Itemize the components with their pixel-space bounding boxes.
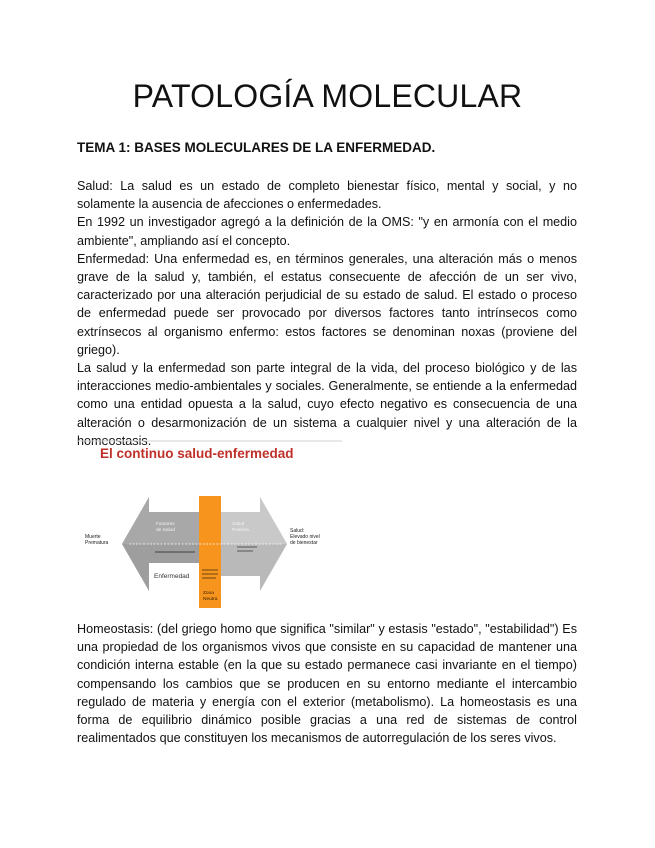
body-text-top	[77, 177, 577, 450]
paragraph-homeostasis: Homeostasis: (del griego homo que significa "similar" y estasis "estado", "estabilidad") Es una propiedad de los organismos vivos que consiste en su capacidad de mantener una condición interna estable (en la que su estado permanece casi invariante en el tiempo) compensando los cambios que se producen en su entorno mediante el intercambio regulado de materia y energía con el exterior (metabolismo). La homeostasis es una forma de equilibrio dinámico posible gracias a una red de sistemas de control realimentados que constituyen los mecanismos de autorregulación de los seres vivos.	[77, 622, 577, 746]
body-text-bottom	[77, 620, 577, 747]
section-heading: TEMA 1: BASES MOLECULARES DE LA ENFERMEDAD.	[77, 140, 436, 155]
paragraph-enfermedad: Enfermedad: Una enfermedad es, en términos generales, una alteración más o menos grave de la salud y, también, el estatus consecuente de afección de un ser vivo, caracterizado por una alteración perjudicial de su estado de salud. El estado o proceso de enfermedad puede ser provocado por diversos factores tanto intrínsecos como extrínsecos al organismo enfermo: estos factores se denominan noxas (proviene del griego).	[77, 251, 577, 357]
paragraph-oms: En 1992 un investigador agregó a la definición de la OMS: "y en armonía con el medio ambiente", ampliando así el concepto.	[77, 215, 577, 248]
arrow-left-text-2: de Salud	[156, 528, 175, 533]
right-outside-label-2: Elevado nivel	[290, 534, 320, 540]
arrow-right-text-1: Salud	[232, 522, 245, 527]
left-outside-label-1: Muerte	[85, 534, 101, 540]
page-title: PATOLOGÍA MOLECULAR	[132, 78, 523, 114]
arrow-right-text-2: Positiva	[232, 528, 249, 533]
left-outside-label-2: Prematura	[85, 540, 109, 546]
enfermedad-label: Enfermedad	[154, 573, 190, 580]
center-bottom-label-2: Neutra	[203, 597, 218, 602]
figure-svg	[77, 440, 347, 610]
center-bottom-label-1: Zona	[203, 591, 214, 596]
figure-title: El continuo salud-enfermedad	[100, 446, 294, 461]
health-disease-figure	[77, 440, 347, 610]
right-outside-label-3: de bienestar	[290, 540, 318, 546]
paragraph-salud-enfermedad: La salud y la enfermedad son parte integral de la vida, del proceso biológico y de las interacciones medio-ambientales y sociales. Generalmente, se entiende a la enfermedad como una entidad opuesta a la salud, cuyo efecto negativo es consecuencia de una alteración o desarmonización de un sistema a cualquier nivel y una alteración de la homeostasis.	[77, 361, 577, 448]
left-arrow-upper	[122, 497, 202, 544]
right-outside-label-1: Salud:	[290, 528, 305, 534]
arrow-left-text-1: Factores	[156, 522, 175, 527]
paragraph-salud: Salud: La salud es un estado de completo bienestar físico, mental y social, y no solamente la ausencia de afecciones o enfermedades.	[77, 179, 577, 212]
